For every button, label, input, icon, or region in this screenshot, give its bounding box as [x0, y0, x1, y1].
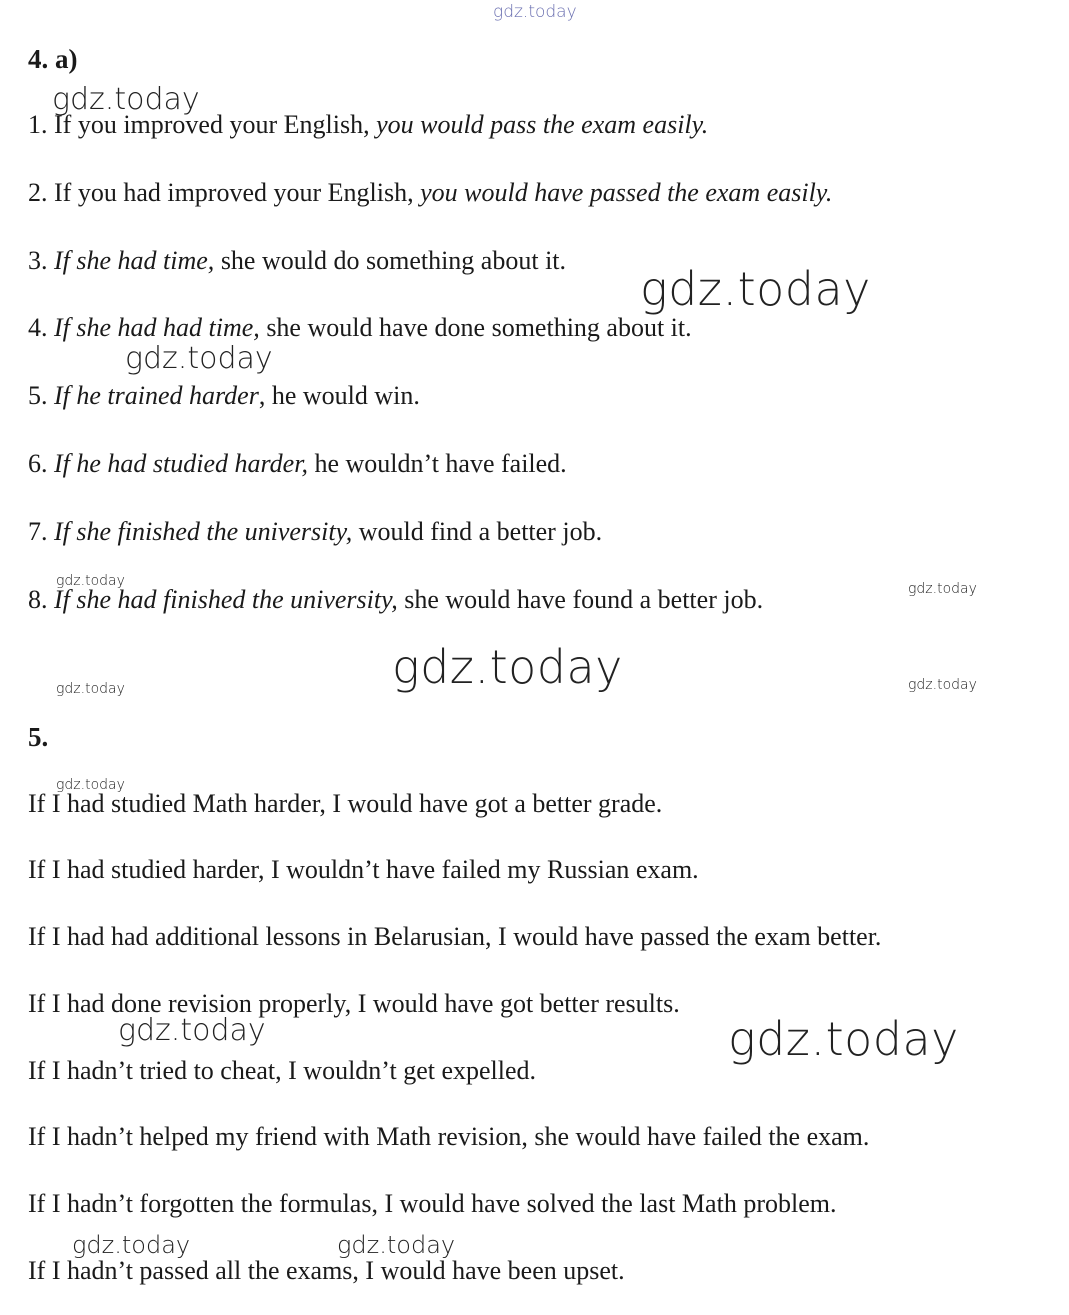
- exercise-5-heading: 5.: [28, 722, 49, 752]
- watermark: gdz.today: [728, 1012, 959, 1066]
- watermark: gdz.today: [118, 1013, 266, 1048]
- exercise-4-item: 1. If you improved your English, you would pass the exam easily.: [28, 110, 709, 139]
- exercise-5-line: If I hadn’t forgotten the formulas, I would have solved the last Math problem.: [28, 1189, 837, 1218]
- exercise-4-item: 5. If he trained harder, he would win.: [28, 381, 420, 410]
- exercise-4-item: 3. If she had time, she would do something about it.: [28, 246, 567, 275]
- exercise-5-line: If I had studied Math harder, I would have got a better grade.: [28, 789, 663, 818]
- watermark: gdz.today: [56, 681, 125, 697]
- watermark: gdz.today: [908, 677, 977, 693]
- exercise-5-line: If I had had additional lessons in Belarusian, I would have passed the exam better.: [28, 922, 882, 951]
- watermark-top: gdz.today: [493, 2, 577, 22]
- watermark: gdz.today: [56, 573, 125, 589]
- watermark: gdz.today: [908, 581, 977, 597]
- watermark: gdz.today: [392, 640, 623, 694]
- exercise-5-line: If I had done revision properly, I would have got better results.: [28, 989, 680, 1018]
- exercise-5-line: If I hadn’t passed all the exams, I would have been upset.: [28, 1256, 625, 1285]
- exercise-5-line: If I hadn’t helped my friend with Math revision, she would have failed the exam.: [28, 1122, 870, 1151]
- exercise-4-item: 4. If she had had time, she would have done something about it.: [28, 313, 692, 342]
- watermark: gdz.today: [640, 262, 871, 316]
- exercise-4-item: 2. If you had improved your English, you would have passed the exam easily.: [28, 178, 833, 207]
- exercise-4-item: 8. If she had finished the university, she would have found a better job.: [28, 585, 764, 614]
- exercise-5-line: If I had studied harder, I wouldn’t have failed my Russian exam.: [28, 855, 699, 884]
- watermark: gdz.today: [56, 777, 125, 793]
- watermark: gdz.today: [52, 82, 200, 117]
- exercise-4-heading: 4. a): [28, 44, 78, 74]
- watermark: gdz.today: [125, 341, 273, 376]
- exercise-4-item: 7. If she finished the university, would find a better job.: [28, 517, 603, 546]
- exercise-5-line: If I hadn’t tried to cheat, I wouldn’t get expelled.: [28, 1056, 537, 1085]
- exercise-4-item: 6. If he had studied harder, he wouldn’t have failed.: [28, 449, 567, 478]
- watermark: gdz.today: [337, 1231, 456, 1259]
- watermark: gdz.today: [72, 1231, 191, 1259]
